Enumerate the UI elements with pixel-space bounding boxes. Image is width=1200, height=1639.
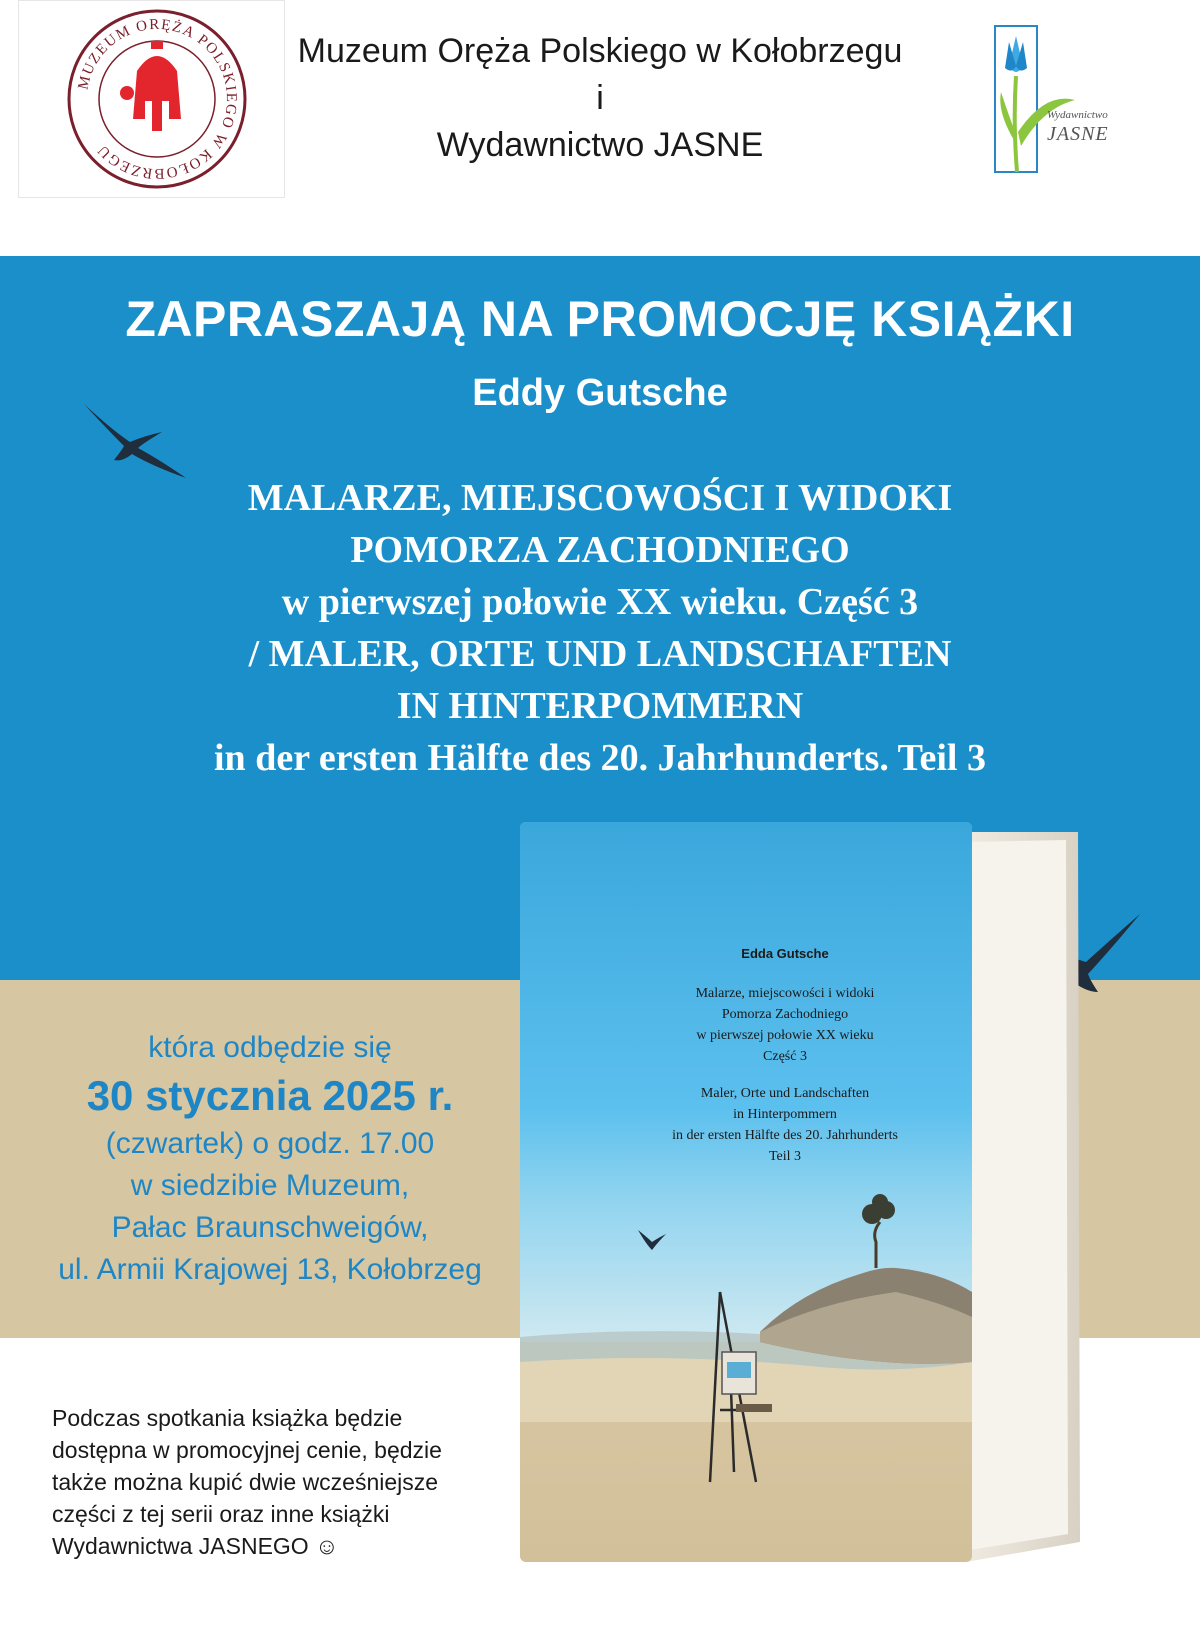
book-title-line: / MALER, ORTE UND LANDSCHAFTEN	[248, 633, 952, 675]
cover-title-line: w pierwszej połowie XX wieku	[696, 1028, 874, 1043]
museum-logo-ring-text: MUZEUM ORĘŻA POLSKIEGO W KOŁOBRZEGU	[75, 16, 240, 182]
cover-title-line: Teil 3	[768, 1149, 802, 1164]
cover-title-line: Część 3	[763, 1049, 807, 1064]
cover-author: Edda Gutsche	[741, 946, 829, 961]
publisher-logo-name: JASNE	[1047, 123, 1109, 145]
cover-title-line: Maler, Orte und Landschaften	[700, 1086, 870, 1101]
museum-logo	[18, 0, 285, 198]
event-details	[20, 1027, 520, 1291]
event-address: ul. Armii Krajowej 13, Kołobrzeg	[58, 1253, 482, 1286]
book-title-line: MALARZE, MIEJSCOWOŚCI I WIDOKI	[247, 477, 953, 519]
book-title-line: in der ersten Hälfte des 20. Jahrhunderts. Teil 3	[214, 737, 986, 779]
header-and: i	[596, 79, 604, 117]
event-date: 30 stycznia 2025 r.	[86, 1072, 454, 1119]
publisher-logo-small: Wydawnictwo	[1047, 109, 1108, 121]
helmet-icon	[120, 41, 181, 131]
invite-heading: ZAPRASZAJĄ NA PROMOCJĘ KSIĄŻKI	[125, 291, 1075, 347]
cover-title-line: in der ersten Hälfte des 20. Jahrhunderts	[672, 1128, 898, 1143]
book-title-line: IN HINTERPOMMERN	[396, 685, 804, 727]
book-title-line: w pierwszej połowie XX wieku. Część 3	[281, 581, 919, 623]
cover-title-line: Pomorza Zachodniego	[721, 1007, 849, 1022]
cover-title-line: Malarze, miejscowości i widoki	[695, 986, 875, 1001]
author-name: Eddy Gutsche	[472, 372, 728, 414]
event-venue: Pałac Braunschweigów,	[111, 1211, 429, 1244]
book-title	[100, 472, 1100, 784]
organizers-header	[280, 28, 920, 169]
event-time: (czwartek) o godz. 17.00	[105, 1127, 435, 1160]
promo-note: Podczas spotkania książka będzie dostępna w promocyjnej cenie, będzie także można kupić dwie wcześniejsze części z tej serii oraz inne książki Wydawnictwa JASNEGO ☺	[52, 1405, 442, 1559]
book-image	[520, 822, 1080, 1562]
book-cover-text	[560, 946, 1010, 1167]
book-title-line: POMORZA ZACHODNIEGO	[350, 529, 850, 571]
publisher-logo	[985, 22, 1155, 177]
event-intro: która odbędzie się	[148, 1031, 392, 1064]
cover-title-line: in Hinterpommern	[733, 1107, 837, 1122]
event-place: w siedzibie Muzeum,	[130, 1169, 410, 1202]
header-museum: Muzeum Oręża Polskiego w Kołobrzegu	[297, 32, 903, 70]
header-publisher: Wydawnictwo JASNE	[436, 126, 764, 164]
